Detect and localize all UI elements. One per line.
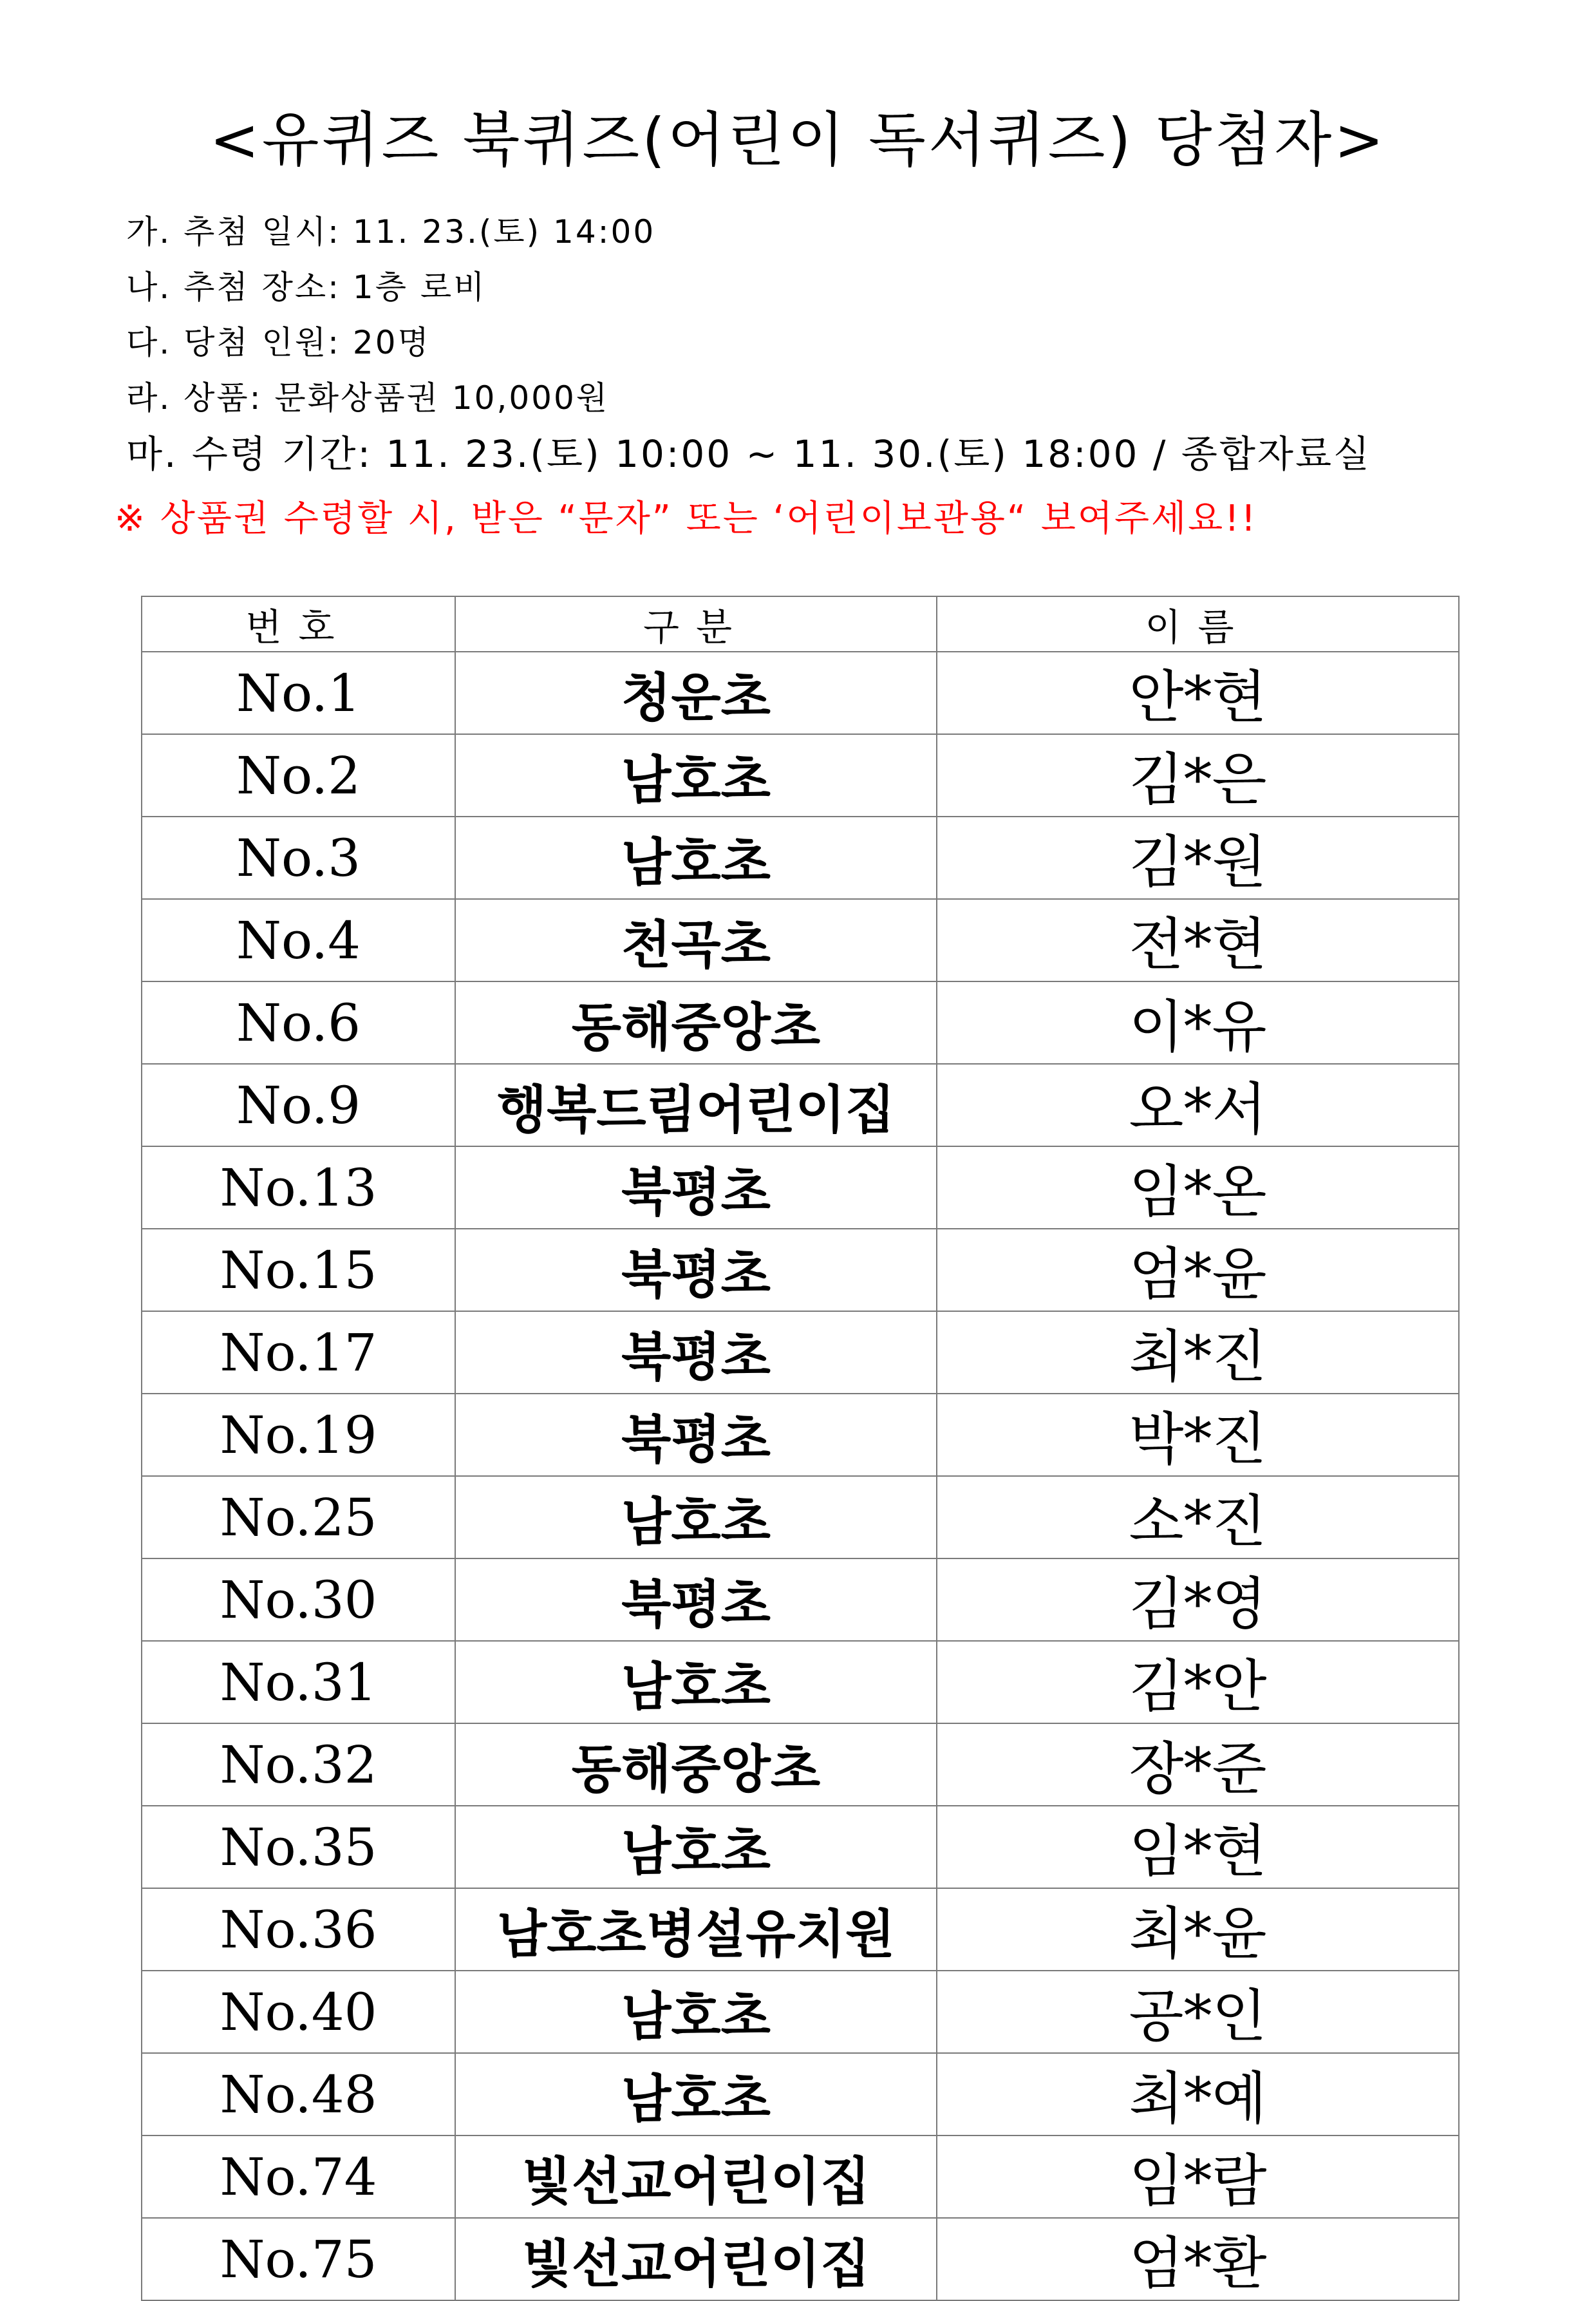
row-number: No.48 (142, 2053, 455, 2135)
table-row (142, 1641, 1459, 1723)
row-name: 김*안 (937, 1641, 1459, 1723)
table-row (142, 817, 1459, 899)
draw-datetime-line: 가. 추첨 일시: 11. 23.(토) 14:00 (126, 213, 656, 251)
row-name: 임*온 (937, 1146, 1459, 1229)
row-name: 공*인 (937, 1971, 1459, 2053)
row-category: 남호초 (455, 1641, 937, 1723)
table-row (142, 2053, 1459, 2135)
row-name: 최*윤 (937, 1888, 1459, 1971)
header-name: 이름 (937, 596, 1459, 652)
row-category: 남호초병설유치원 (455, 1888, 937, 1971)
row-number: No.74 (142, 2135, 455, 2218)
row-category: 동해중앙초 (455, 981, 937, 1064)
header-number: 번호 (142, 596, 455, 652)
table-row (142, 2135, 1459, 2218)
row-number: No.3 (142, 817, 455, 899)
row-category: 남호초 (455, 734, 937, 817)
header-category: 구분 (455, 596, 937, 652)
row-category: 북평초 (455, 1146, 937, 1229)
row-name: 안*현 (937, 652, 1459, 734)
table-row (142, 1806, 1459, 1888)
row-number: No.6 (142, 981, 455, 1064)
prize-line: 라. 상품: 문화상품권 10,000원 (126, 379, 610, 417)
table-row (142, 1888, 1459, 1971)
row-name: 전*현 (937, 899, 1459, 981)
row-number: No.31 (142, 1641, 455, 1723)
row-category: 북평초 (455, 1311, 937, 1394)
row-number: No.4 (142, 899, 455, 981)
row-category: 빛선교어린이집 (455, 2218, 937, 2300)
row-category: 남호초 (455, 817, 937, 899)
draw-location-line: 나. 추첨 장소: 1층 로비 (126, 269, 487, 306)
row-number: No.15 (142, 1229, 455, 1311)
row-number: No.1 (142, 652, 455, 734)
row-name: 박*진 (937, 1394, 1459, 1476)
row-category: 북평초 (455, 1394, 937, 1476)
row-category: 북평초 (455, 1558, 937, 1641)
row-name: 임*람 (937, 2135, 1459, 2218)
row-name: 엄*윤 (937, 1229, 1459, 1311)
row-number: No.40 (142, 1971, 455, 2053)
row-name: 소*진 (937, 1476, 1459, 1558)
table-row (142, 1971, 1459, 2053)
table-row (142, 1064, 1459, 1146)
row-number: No.36 (142, 1888, 455, 1971)
row-number: No.75 (142, 2218, 455, 2300)
table-header-row (142, 596, 1459, 652)
row-number: No.32 (142, 1723, 455, 1806)
row-name: 최*진 (937, 1311, 1459, 1394)
winners-table (141, 596, 1460, 2301)
row-name: 최*예 (937, 2053, 1459, 2135)
row-category: 남호초 (455, 2053, 937, 2135)
row-category: 남호초 (455, 1806, 937, 1888)
row-category: 남호초 (455, 1971, 937, 2053)
row-number: No.9 (142, 1064, 455, 1146)
row-number: No.30 (142, 1558, 455, 1641)
table-row (142, 1311, 1459, 1394)
table-row (142, 1723, 1459, 1806)
table-row (142, 2218, 1459, 2300)
table-row (142, 734, 1459, 817)
table-row (142, 981, 1459, 1064)
row-category: 북평초 (455, 1229, 937, 1311)
row-number: No.35 (142, 1806, 455, 1888)
row-number: No.13 (142, 1146, 455, 1229)
row-number: No.25 (142, 1476, 455, 1558)
row-name: 김*영 (937, 1558, 1459, 1641)
row-category: 동해중앙초 (455, 1723, 937, 1806)
row-category: 빛선교어린이집 (455, 2135, 937, 2218)
row-number: No.2 (142, 734, 455, 817)
notice-text: ※ 상품권 수령할 시, 받은 “문자” 또는 ‘어린이보관용“ 보여주세요!! (115, 498, 1258, 540)
table-row (142, 1394, 1459, 1476)
row-name: 장*준 (937, 1723, 1459, 1806)
row-name: 이*유 (937, 981, 1459, 1064)
row-name: 엄*환 (937, 2218, 1459, 2300)
winner-count-line: 다. 당첨 인원: 20명 (126, 324, 431, 361)
row-category: 행복드림어린이집 (455, 1064, 937, 1146)
row-category: 청운초 (455, 652, 937, 734)
page-title: <유퀴즈 북퀴즈(어린이 독서퀴즈) 당첨자> (209, 106, 1387, 175)
table-row (142, 1146, 1459, 1229)
row-number: No.19 (142, 1394, 455, 1476)
row-name: 김*원 (937, 817, 1459, 899)
pickup-period-line: 마. 수령 기간: 11. 23.(토) 10:00 ~ 11. 30.(토) 18:00 / 종합자료실 (126, 432, 1372, 476)
table-row (142, 1558, 1459, 1641)
row-category: 천곡초 (455, 899, 937, 981)
table-row (142, 1476, 1459, 1558)
row-name: 오*서 (937, 1064, 1459, 1146)
row-name: 임*현 (937, 1806, 1459, 1888)
row-category: 남호초 (455, 1476, 937, 1558)
row-number: No.17 (142, 1311, 455, 1394)
table-row (142, 652, 1459, 734)
table-row (142, 899, 1459, 981)
row-name: 김*은 (937, 734, 1459, 817)
table-row (142, 1229, 1459, 1311)
